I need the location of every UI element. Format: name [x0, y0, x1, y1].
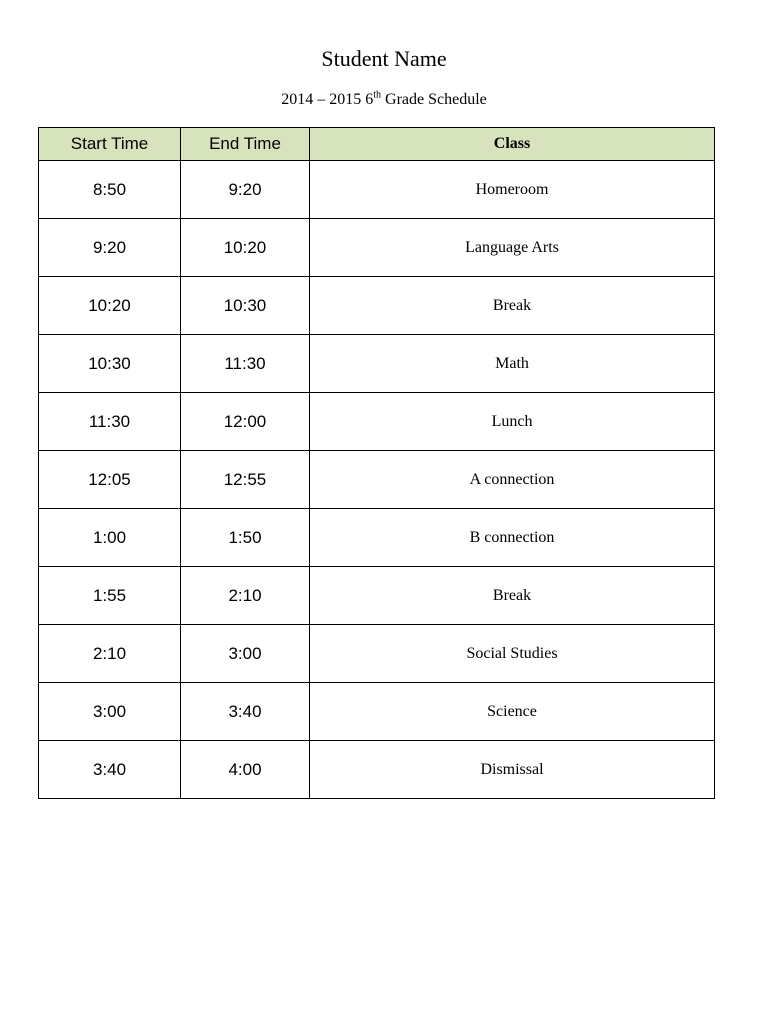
class-cell: A connection [310, 451, 715, 509]
start-time-cell: 9:20 [39, 219, 181, 277]
subtitle-superscript: th [373, 89, 382, 101]
class-cell: Break [310, 567, 715, 625]
end-time-cell: 4:00 [181, 741, 310, 799]
table-row [39, 567, 715, 625]
start-time-cell: 1:00 [39, 509, 181, 567]
subtitle-suffix: Grade Schedule [381, 91, 487, 108]
end-time-cell: 3:00 [181, 625, 310, 683]
header-class: Class [310, 128, 715, 161]
end-time-cell: 2:10 [181, 567, 310, 625]
table-row [39, 219, 715, 277]
table-header-row [39, 128, 715, 161]
table-row [39, 741, 715, 799]
class-cell: Math [310, 335, 715, 393]
end-time-cell: 1:50 [181, 509, 310, 567]
end-time-cell: 11:30 [181, 335, 310, 393]
table-row [39, 683, 715, 741]
start-time-cell: 10:20 [39, 277, 181, 335]
subtitle-prefix: 2014 – 2015 6 [281, 91, 374, 108]
page-subtitle [0, 88, 768, 112]
table-row [39, 625, 715, 683]
start-time-cell: 3:40 [39, 741, 181, 799]
header-end-time: End Time [181, 128, 310, 161]
end-time-cell: 10:20 [181, 219, 310, 277]
end-time-cell: 9:20 [181, 161, 310, 219]
header-start-time: Start Time [39, 128, 181, 161]
start-time-cell: 3:00 [39, 683, 181, 741]
class-cell: B connection [310, 509, 715, 567]
class-cell: Social Studies [310, 625, 715, 683]
start-time-cell: 1:55 [39, 567, 181, 625]
end-time-cell: 12:00 [181, 393, 310, 451]
start-time-cell: 2:10 [39, 625, 181, 683]
class-cell: Science [310, 683, 715, 741]
class-cell: Break [310, 277, 715, 335]
end-time-cell: 10:30 [181, 277, 310, 335]
table-row [39, 277, 715, 335]
table-row [39, 161, 715, 219]
table-row [39, 509, 715, 567]
start-time-cell: 12:05 [39, 451, 181, 509]
class-cell: Dismissal [310, 741, 715, 799]
table-row [39, 451, 715, 509]
class-cell: Lunch [310, 393, 715, 451]
page-title: Student Name [321, 46, 447, 71]
class-cell: Language Arts [310, 219, 715, 277]
start-time-cell: 10:30 [39, 335, 181, 393]
class-cell: Homeroom [310, 161, 715, 219]
end-time-cell: 12:55 [181, 451, 310, 509]
start-time-cell: 8:50 [39, 161, 181, 219]
start-time-cell: 11:30 [39, 393, 181, 451]
table-row [39, 335, 715, 393]
table-row [39, 393, 715, 451]
end-time-cell: 3:40 [181, 683, 310, 741]
schedule-table [38, 127, 715, 799]
